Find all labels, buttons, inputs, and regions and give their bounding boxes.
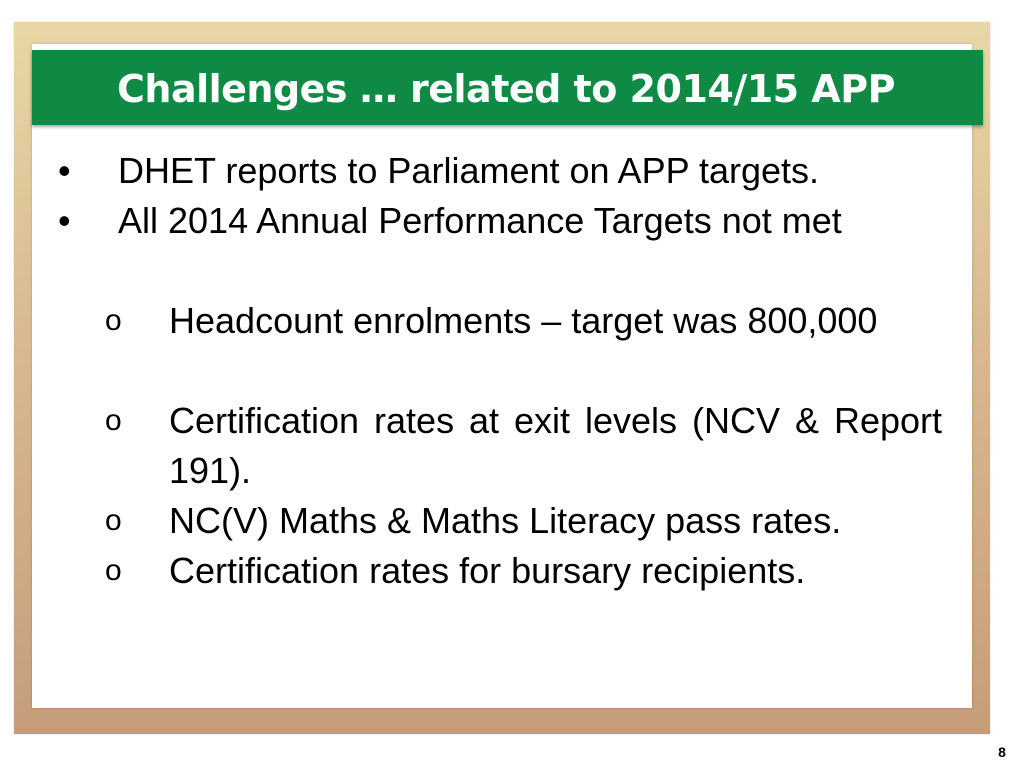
sub-bullet-text: Certification rates for bursary recipients.	[169, 550, 806, 591]
sub-bullet-marker: o	[105, 554, 122, 587]
slide-title: Challenges … related to 2014/15 APP	[117, 67, 895, 111]
bullet-text: All 2014 Annual Performance Targets not met	[118, 200, 842, 241]
sub-bullet-text: Headcount enrolments – target was 800,000	[169, 300, 878, 341]
sub-bullet-marker: o	[105, 304, 122, 337]
page-number: 8	[998, 744, 1006, 760]
sub-bullet-marker: o	[105, 404, 122, 437]
bullet-text: DHET reports to Parliament on APP targets.	[118, 150, 819, 191]
bullet-marker: •	[58, 200, 71, 241]
bullet-marker: •	[58, 150, 71, 191]
sub-bullet-text: Certification rates at exit levels (NCV & Report 191).	[169, 400, 942, 491]
sub-bullet-marker: o	[105, 504, 122, 537]
sub-bullet-text: NC(V) Maths & Maths Literacy pass rates.	[169, 500, 842, 541]
